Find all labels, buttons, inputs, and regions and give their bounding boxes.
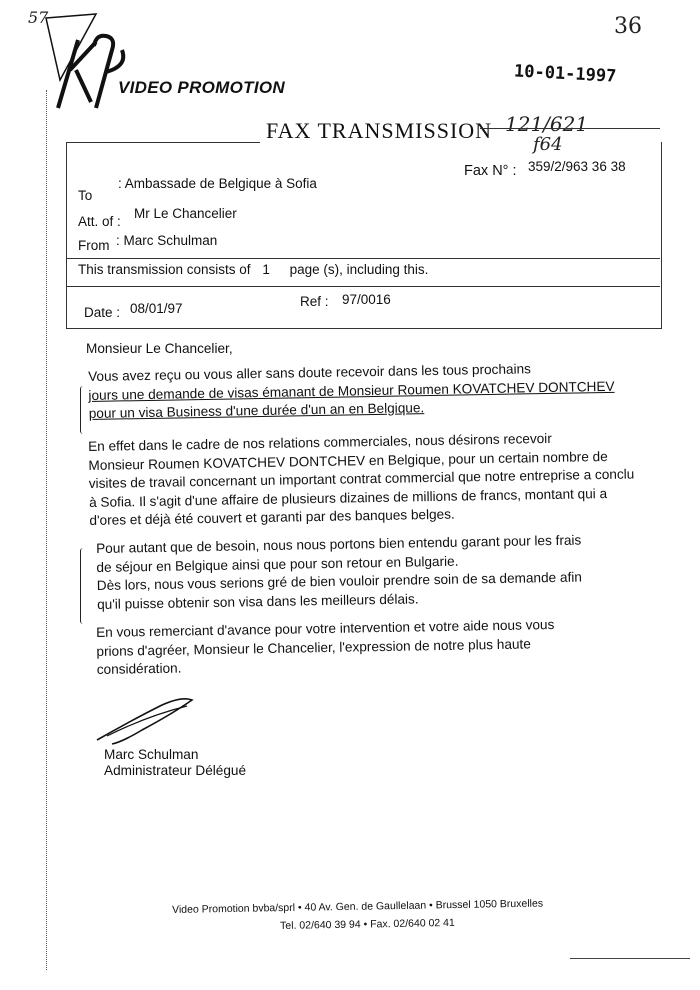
- pages-text: [78, 262, 428, 277]
- p2-line-4: à Sofia. Il s'agit d'une affaire de plusieurs dizaines de millions de francs, montant qui a: [88, 485, 608, 510]
- handwritten-page-mark: 57: [28, 8, 49, 27]
- p1-line-3: pour un visa Business d'une durée d'un an en Belgique.: [88, 400, 425, 421]
- att-label: Att. of :: [78, 214, 121, 229]
- p3-line-4: qu'il puisse obtenir son visa dans les meilleurs délais.: [96, 590, 419, 612]
- from-label: From: [78, 238, 110, 253]
- date-label: Date :: [84, 305, 121, 320]
- p4-line-3: considération.: [96, 660, 182, 677]
- from-value: : Marc Schulman: [116, 233, 218, 248]
- title-rule-right: [480, 128, 660, 129]
- paragraph-3: [96, 532, 582, 614]
- pages-text-start: This transmission consists of: [78, 262, 251, 277]
- p4-line-1: En vous remerciant d'avance pour votre intervention et votre aide nous vous: [96, 617, 555, 640]
- paragraph-2: [88, 428, 635, 530]
- p1-line-2: jours une demande de visas émanant de Monsieur Roumen KOVATCHEV DONTCHEV: [88, 378, 615, 403]
- att-value: Mr Le Chancelier: [134, 206, 237, 221]
- ref-label: Ref :: [300, 294, 329, 309]
- fax-number-label: Fax N° :: [464, 163, 517, 179]
- handwritten-reference: 121/621: [505, 112, 589, 136]
- p2-line-3: visites de travail concernant un important contrat commercial que notre entreprise a conclu: [88, 466, 635, 491]
- date-value: 08/01/97: [130, 301, 183, 316]
- to-label: To: [78, 188, 93, 203]
- fax-noise-line-bottom: [570, 958, 690, 959]
- margin-bracket: [80, 386, 86, 434]
- pages-count: 1: [262, 262, 270, 277]
- signer-title: Administrateur Délégué: [104, 763, 247, 778]
- paragraph-1: [88, 359, 615, 424]
- p3-line-2: de séjour en Belgique ainsi que pour son retour en Bulgarie.: [96, 553, 459, 575]
- handwritten-reference-2: f64: [533, 134, 563, 155]
- paragraph-4: [96, 616, 555, 679]
- to-value: : Ambassade de Belgique à Sofia: [118, 176, 317, 191]
- salutation: Monsieur Le Chancelier,: [86, 341, 233, 356]
- p2-line-2: Monsieur Roumen KOVATCHEV DONTCHEV en Belgique, pour un certain nombre de: [88, 448, 608, 473]
- date-stamp: 10-01-1997: [513, 61, 617, 87]
- fax-number-value: 359/2/963 36 38: [528, 159, 626, 174]
- fax-title: FAX TRANSMISSION: [266, 118, 493, 143]
- p3-line-3: Dès lors, nous vous serions gré de bien vouloir prendre soin de sa demande afin: [96, 569, 582, 593]
- p4-line-2: prions d'agréer, Monsieur le Chancelier, l'expression de notre plus haute: [96, 635, 531, 659]
- footer-address: Video Promotion bvba/sprl • 40 Av. Gen. de Gaullelaan • Brussel 1050 Bruxelles: [172, 897, 544, 916]
- p2-line-1: En effet dans le cadre de nos relations commerciales, nous désirons recevoir: [88, 430, 552, 454]
- footer-contact: Tel. 02/640 39 94 • Fax. 02/640 02 41: [280, 916, 455, 932]
- from-separator: [66, 258, 660, 259]
- p2-line-5: d'ores et déjà été couvert et garanti par des banques belges.: [89, 506, 455, 528]
- fax-noise-line-left: [46, 90, 47, 970]
- margin-bracket-2: [80, 548, 86, 624]
- p1-line-1: Vous avez reçu ou vous aller sans doute recevoir dans les tous prochains: [88, 361, 532, 384]
- pages-separator: [66, 286, 660, 287]
- p3-line-1: Pour autant que de besoin, nous nous portons bien entendu garant pour les frais: [96, 532, 582, 556]
- pages-text-end: page (s), including this.: [289, 262, 429, 277]
- page-number-mark: 36: [614, 14, 642, 39]
- signature: [92, 690, 212, 750]
- ref-value: 97/0016: [342, 292, 391, 307]
- company-name: VIDEO PROMOTION: [118, 78, 285, 97]
- company-logo-icon: [36, 10, 136, 120]
- signer-name: Marc Schulman: [104, 747, 199, 762]
